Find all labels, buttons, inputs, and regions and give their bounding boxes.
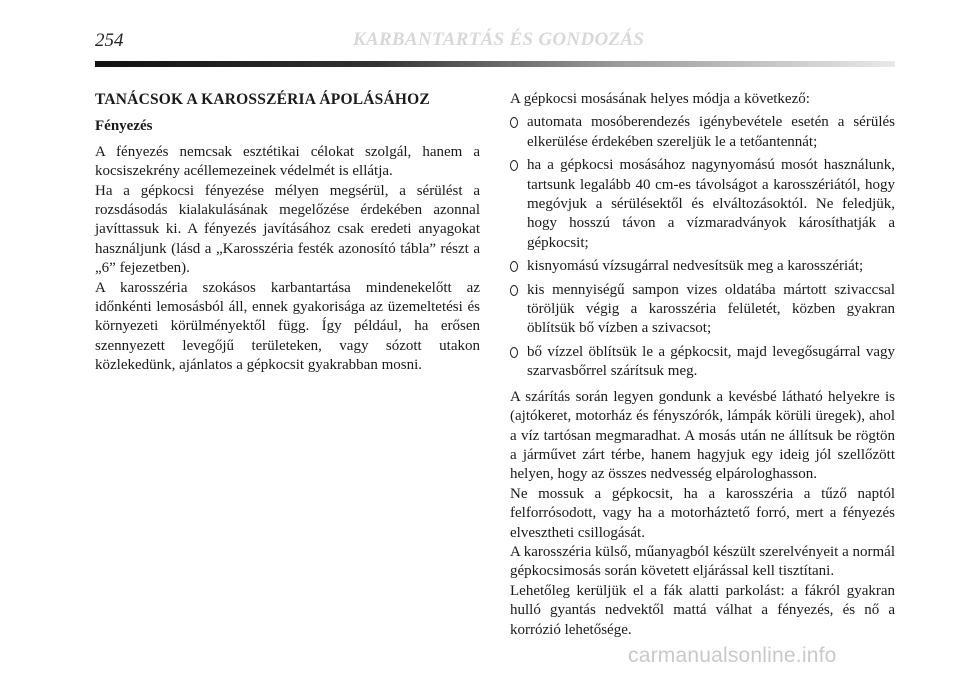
- header-rule: [95, 61, 895, 67]
- paragraph-washing-frequency: A karosszéria szokásos karbantartása mindenekelőtt az időnkénti lemosásból áll, ennek gyakorisága az üzemeltetési és környezeti körülményektől függ. Így például, ha erősen szennyezett levegőjű területeken, vagy sózott utakon közlekedünk, ajánlatos a gépkocsit gyakrabban mosni.: [95, 279, 480, 374]
- paragraph-drying: A szárítás során legyen gondunk a kevésbé látható helyekre is (ajtókeret, motorház és fényszórók, lámpák körüli üregek), ahol a víz tartósan megmaradhat. A mosás után ne állítsuk be rögtön a járművet zárt térbe, hanem hagyjuk egy ideig jól szellőzött helyen, hogy az összes nedvesség elpárologhasson.: [510, 388, 895, 483]
- right-column: [510, 90, 895, 640]
- list-item-text: kisnyomású vízsugárral nedvesítsük meg a karosszériát;: [527, 258, 864, 275]
- circle-bullet-icon: [510, 117, 518, 128]
- washing-steps-list: [510, 113, 895, 381]
- list-item-text: bő vízzel öblítsük le a gépkocsit, majd levegősugárral vagy szarvasbőrrel szárítsuk meg.: [527, 343, 895, 380]
- paragraph-paint-repair: Ha a gépkocsi fényezése mélyen megsérül, a sérülést a rozsdásodás kialakulásának megelőzése érdekében azonnal javíttassuk ki. A fényezés javításához csak eredeti anyagokat használjunk (lásd a „Karosszéria festék azonosító tábla” részt a „6” fejezetben).: [95, 182, 480, 277]
- list-item-text: ha a gépkocsi mosásához nagynyomású mosót használunk, tartsunk legalább 40 cm-es távolságot a karosszériától, hogy megóvjuk a sérülésektől és elváltozásoktól. Ne feledjük, hogy hosszú távon a vízmaradványok károsíthatják a gépkocsit;: [527, 157, 895, 251]
- washing-intro: A gépkocsi mosásának helyes módja a következő:: [510, 91, 810, 107]
- watermark: carmanualsonline.info: [628, 644, 837, 667]
- circle-bullet-icon: [510, 160, 518, 171]
- list-item: [510, 343, 895, 382]
- circle-bullet-icon: [510, 261, 518, 272]
- paragraph-parking: Lehetőleg kerüljük el a fák alatti parkolást: a fákról gyakran hulló gyantás nedvektől mattá válhat a fényezés, és nő a korrózió lehetősége.: [510, 582, 895, 638]
- list-item-text: automata mosóberendezés igénybevétele esetén a sérülés elkerülése érdekében szereljük le a tetőantennát;: [527, 114, 895, 150]
- page-header: [95, 28, 895, 58]
- list-item: [510, 257, 895, 276]
- left-column: [95, 90, 480, 376]
- subheading-paint: Fényezés: [95, 118, 153, 135]
- circle-bullet-icon: [510, 285, 518, 296]
- paragraph-paint-purpose: A fényezés nemcsak esztétikai célokat szolgál, hanem a kocsiszekrény acéllemezeinek védelmét is ellátja.: [95, 143, 480, 180]
- paragraph-hot-body: Ne mossuk a gépkocsit, ha a karosszéria a tűző naptól felforrósodott, vagy ha a motorháztető forró, mert a fényezés elvesztheti csillogását.: [510, 485, 895, 541]
- paragraph-plastic-parts: A karosszéria külső, műanyagból készült szerelvényeit a normál gépkocsimosás során követett eljárással kell tisztítani.: [510, 543, 895, 580]
- list-item: [510, 281, 895, 339]
- page-number: 254: [95, 30, 124, 51]
- list-item-text: kis mennyiségű sampon vizes oldatába mártott szivaccsal töröljük végig a karosszéria felületét, közben gyakran öblítsük bő vízben a szivacsot;: [527, 281, 895, 337]
- section-title: KARBANTARTÁS ÉS GONDOZÁS: [353, 29, 645, 50]
- list-item: [510, 156, 895, 253]
- circle-bullet-icon: [510, 347, 518, 358]
- list-item: [510, 113, 895, 152]
- article-heading: TANÁCSOK A KAROSSZÉRIA ÁPOLÁSÁHOZ: [95, 91, 430, 108]
